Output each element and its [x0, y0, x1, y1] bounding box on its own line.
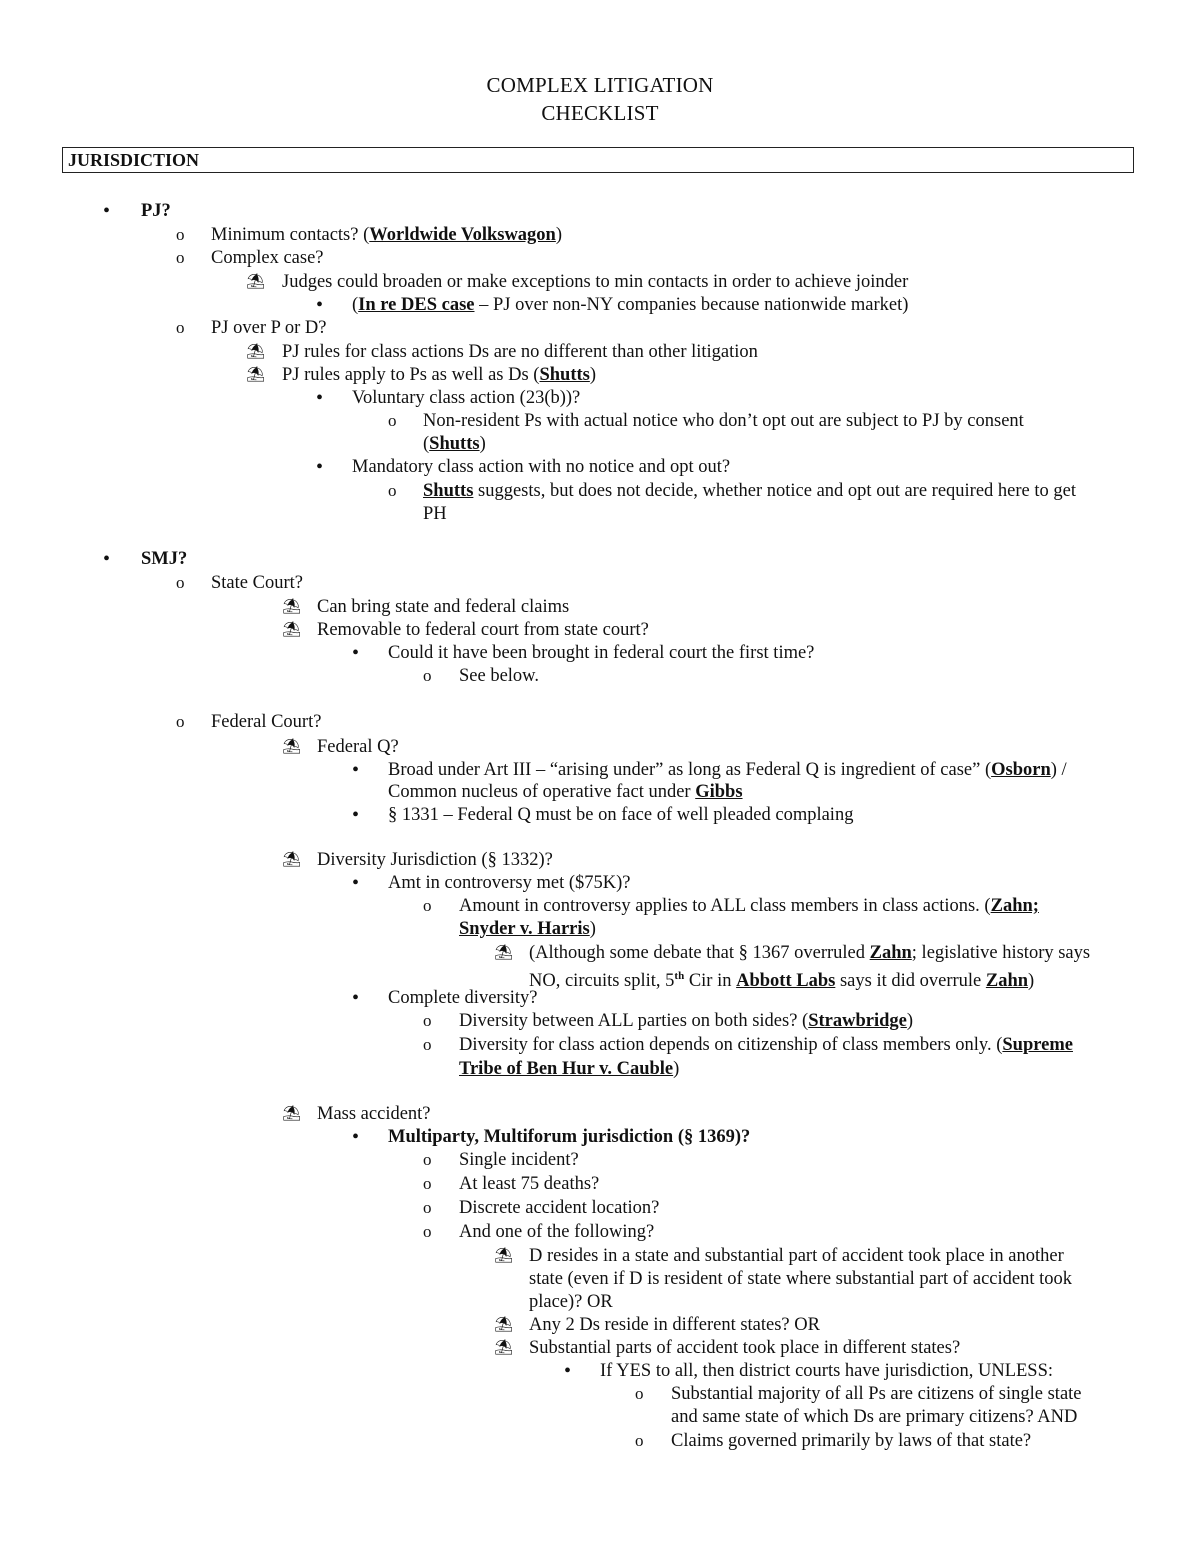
list-item: Discrete accident location? — [459, 1198, 660, 1218]
list-item: Claims governed primarily by laws of that state? — [671, 1431, 1032, 1451]
document-title-line-2: CHECKLIST — [541, 101, 659, 125]
circle-marker: o — [423, 666, 432, 685]
list-item: Minimum contacts? (Worldwide Volkswagon) — [211, 225, 563, 245]
list-item-continuation: (Shutts) — [423, 434, 486, 454]
bullet-marker: • — [316, 456, 324, 478]
circle-marker: o — [176, 225, 185, 244]
list-item: PJ over P or D? — [211, 318, 327, 338]
list-item: Single incident? — [459, 1150, 579, 1170]
circle-marker: o — [423, 1174, 432, 1193]
list-item: Multiparty, Multiforum jurisdiction (§ 1369)? — [388, 1127, 751, 1147]
bullet-marker: • — [352, 804, 360, 826]
list-item: Mandatory class action with no notice and opt out? — [352, 457, 731, 477]
bullet-marker: • — [352, 759, 360, 781]
section-header-box — [62, 147, 1134, 173]
list-item-continuation: NO, circuits split, 5th Cir in Abbott Labs says it did overrule Zahn) — [529, 970, 1035, 992]
bullet-marker: • — [564, 1360, 572, 1382]
circle-marker: o — [423, 1035, 432, 1054]
list-item: (In re DES case – PJ over non-NY companies because nationwide market) — [352, 295, 909, 315]
circle-marker: o — [635, 1431, 644, 1450]
hat-marker-icon: ⛱ — [246, 367, 266, 383]
hat-marker-icon: ⛱ — [494, 1340, 514, 1356]
list-item-continuation: Snyder v. Harris) — [459, 919, 596, 939]
list-item: If YES to all, then district courts have jurisdiction, UNLESS: — [600, 1361, 1054, 1381]
list-item: Non-resident Ps with actual notice who don’t opt out are subject to PJ by consent — [423, 411, 1024, 431]
hat-marker-icon: ⛱ — [282, 622, 302, 638]
bullet-marker: • — [316, 294, 324, 316]
bullet-marker: • — [352, 987, 360, 1009]
circle-marker: o — [423, 1011, 432, 1030]
bullet-marker: • — [352, 642, 360, 664]
hat-marker-icon: ⛱ — [282, 599, 302, 615]
bullet-marker: • — [352, 1126, 360, 1148]
list-item: Substantial parts of accident took place in different states? — [529, 1338, 961, 1358]
list-item: D resides in a state and substantial part of accident took place in another — [529, 1246, 1064, 1266]
circle-marker: o — [388, 481, 397, 500]
list-item: And one of the following? — [459, 1222, 655, 1242]
bullet-marker: • — [103, 548, 111, 570]
list-item: Shutts suggests, but does not decide, whether notice and opt out are required here to get — [423, 481, 1076, 501]
list-item: Voluntary class action (23(b))? — [352, 388, 581, 408]
hat-marker-icon: ⛱ — [494, 1248, 514, 1264]
list-item: Any 2 Ds reside in different states? OR — [529, 1315, 820, 1335]
bullet-marker: • — [352, 872, 360, 894]
list-item: Diversity between ALL parties on both sides? (Strawbridge) — [459, 1011, 914, 1031]
list-item: Federal Court? — [211, 712, 322, 732]
circle-marker: o — [423, 896, 432, 915]
list-item: Amount in controversy applies to ALL class members in class actions. (Zahn; — [459, 896, 1039, 916]
circle-marker: o — [388, 411, 397, 430]
list-item: Complete diversity? — [388, 988, 538, 1008]
list-item: Complex case? — [211, 248, 324, 268]
bullet-marker: • — [316, 387, 324, 409]
section-header-jurisdiction: JURISDICTION — [68, 150, 200, 170]
hat-marker-icon: ⛱ — [282, 739, 302, 755]
circle-marker: o — [176, 248, 185, 267]
hat-marker-icon: ⛱ — [494, 945, 514, 961]
list-item: State Court? — [211, 573, 303, 593]
circle-marker: o — [423, 1150, 432, 1169]
list-item: PJ rules apply to Ps as well as Ds (Shutts) — [282, 365, 597, 385]
list-item: Could it have been brought in federal court the first time? — [388, 643, 815, 663]
list-item: See below. — [459, 666, 539, 686]
list-item: Diversity Jurisdiction (§ 1332)? — [317, 850, 553, 870]
list-item: Can bring state and federal claims — [317, 597, 570, 617]
circle-marker: o — [176, 712, 185, 731]
circle-marker: o — [176, 318, 185, 337]
list-item-continuation: Common nucleus of operative fact under Gibbs — [388, 782, 743, 802]
circle-marker: o — [423, 1222, 432, 1241]
circle-marker: o — [423, 1198, 432, 1217]
list-item: Amt in controversy met ($75K)? — [388, 873, 631, 893]
list-item: (Although some debate that § 1367 overruled Zahn; legislative history says — [529, 943, 1091, 963]
list-item: § 1331 – Federal Q must be on face of well pleaded complaing — [388, 805, 854, 825]
list-item: Mass accident? — [317, 1104, 431, 1124]
hat-marker-icon: ⛱ — [246, 344, 266, 360]
list-item-continuation: place)? OR — [529, 1292, 613, 1312]
list-item: Federal Q? — [317, 737, 399, 757]
hat-marker-icon: ⛱ — [494, 1317, 514, 1333]
pj-heading: PJ? — [141, 201, 171, 221]
list-item: At least 75 deaths? — [459, 1174, 600, 1194]
list-item: Broad under Art III – “arising under” as long as Federal Q is ingredient of case” (Osborn) / — [388, 760, 1067, 780]
hat-marker-icon: ⛱ — [282, 852, 302, 868]
hat-marker-icon: ⛱ — [282, 1106, 302, 1122]
list-item-continuation: Tribe of Ben Hur v. Cauble) — [459, 1059, 680, 1079]
list-item: Substantial majority of all Ps are citizens of single state — [671, 1384, 1082, 1404]
bullet-marker: • — [103, 200, 111, 222]
list-item-continuation: and same state of which Ds are primary citizens? AND — [671, 1407, 1078, 1427]
hat-marker-icon: ⛱ — [246, 274, 266, 290]
document-title-line-1: COMPLEX LITIGATION — [486, 73, 714, 97]
circle-marker: o — [635, 1384, 644, 1403]
smj-heading: SMJ? — [141, 549, 188, 569]
list-item-continuation: state (even if D is resident of state where substantial part of accident took — [529, 1269, 1072, 1289]
list-item-continuation: PH — [423, 504, 447, 524]
list-item: Judges could broaden or make exceptions to min contacts in order to achieve joinder — [282, 272, 909, 292]
list-item: PJ rules for class actions Ds are no different than other litigation — [282, 342, 758, 362]
list-item: Removable to federal court from state court? — [317, 620, 649, 640]
list-item: Diversity for class action depends on citizenship of class members only. (Supreme — [459, 1035, 1073, 1055]
circle-marker: o — [176, 573, 185, 592]
